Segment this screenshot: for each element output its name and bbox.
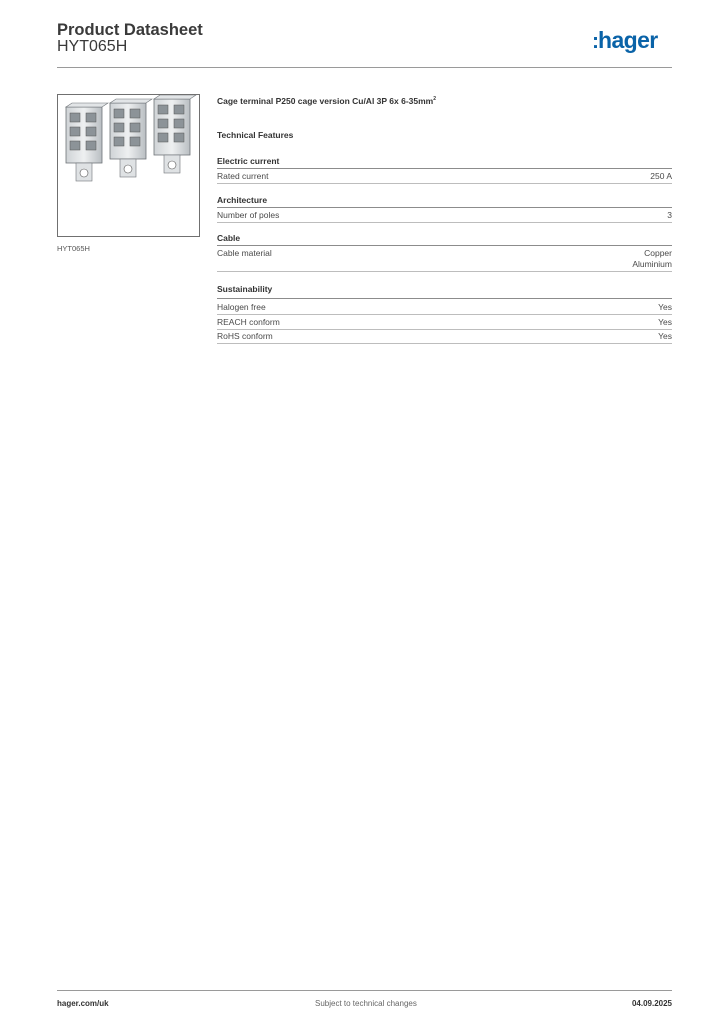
section-divider xyxy=(217,207,672,208)
technical-features-heading: Technical Features xyxy=(217,130,294,140)
row-label-number-of-poles: Number of poles xyxy=(217,210,280,220)
row-value-rated-current: 250 A xyxy=(650,171,672,181)
row-divider xyxy=(217,222,672,223)
row-label-reach-conform: REACH conform xyxy=(217,317,280,327)
product-code: HYT065H xyxy=(57,38,128,55)
product-image-frame xyxy=(57,94,200,237)
image-caption: HYT065H xyxy=(57,244,90,253)
footer-date: 04.09.2025 xyxy=(631,999,672,1008)
cable-material-aluminium: Aluminium xyxy=(632,259,672,269)
row-label-halogen-free: Halogen free xyxy=(217,302,266,312)
superscript: 2 xyxy=(433,96,437,103)
row-divider xyxy=(217,271,672,272)
section-divider xyxy=(217,298,672,299)
section-divider xyxy=(217,245,672,246)
cage-terminal-image xyxy=(58,95,199,236)
footer-website-link[interactable]: hager.com/uk xyxy=(57,999,109,1008)
footer-divider xyxy=(57,990,672,991)
header-divider xyxy=(57,67,672,68)
logo-text: hager xyxy=(598,27,658,53)
cable-material-copper: Copper xyxy=(644,248,672,258)
hager-logo[interactable]: :hager xyxy=(592,27,658,53)
row-value-rohs-conform: Yes xyxy=(658,331,672,341)
row-label-rohs-conform: RoHS conform xyxy=(217,331,273,341)
row-value-cable-material xyxy=(632,248,672,270)
section-title-sustainability: Sustainability xyxy=(217,284,273,294)
page-title: Product Datasheet xyxy=(57,21,203,39)
section-title-architecture: Architecture xyxy=(217,195,268,205)
section-divider xyxy=(217,168,672,169)
row-divider xyxy=(217,329,672,330)
row-label-cable-material: Cable material xyxy=(217,248,272,258)
row-label-rated-current: Rated current xyxy=(217,171,269,181)
section-title-cable: Cable xyxy=(217,233,241,243)
row-value-reach-conform: Yes xyxy=(658,317,672,327)
row-divider xyxy=(217,183,672,184)
row-value-halogen-free: Yes xyxy=(658,302,672,312)
footer-notice: Subject to technical changes xyxy=(315,999,417,1008)
product-name: Cage terminal P250 cage version Cu/Al 3P 6x $6-35mm^2$ xyxy=(217,96,437,106)
section-title-electric-current: Electric current xyxy=(217,156,280,166)
row-divider xyxy=(217,343,672,344)
row-divider xyxy=(217,314,672,315)
row-value-number-of-poles: 3 xyxy=(667,210,672,220)
